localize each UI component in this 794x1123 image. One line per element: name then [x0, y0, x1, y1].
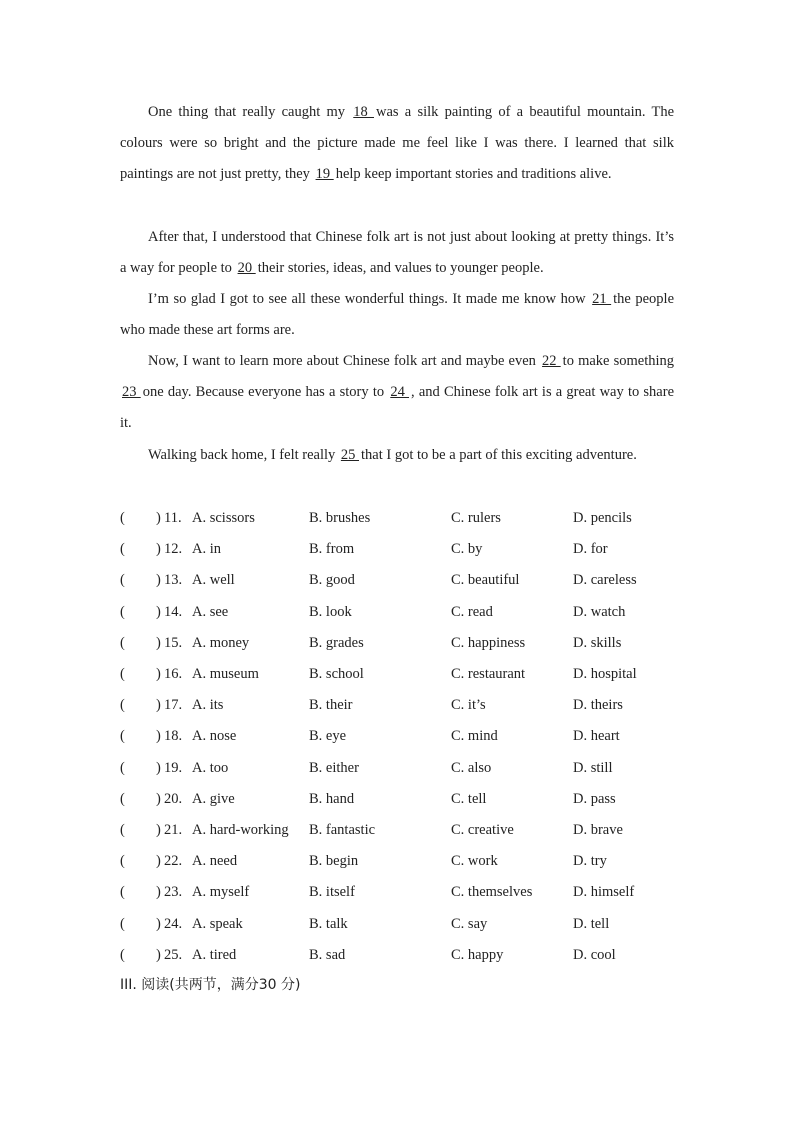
text: was a silk painting of a beautiful mountain. The colours were so bright and the picture made me feel like I was there. I learned that silk paintings are not just pretty, they	[120, 104, 675, 183]
text: Walking back home, I felt really	[148, 447, 339, 463]
text: After that, I understood that Chinese folk art is not just about looking at pretty things. It’s a way for people to	[120, 229, 674, 277]
question-number: 13.	[164, 572, 183, 589]
option-b: B. school	[309, 666, 364, 682]
answer-paren-open[interactable]: (	[120, 853, 125, 870]
option-a: A. in	[192, 541, 221, 558]
option-a: A. give	[192, 790, 235, 807]
option-b: B. brushes	[309, 510, 371, 526]
question-number: 11.	[164, 510, 182, 526]
option-d: D. theirs	[573, 697, 623, 714]
answer-paren-close[interactable]: )	[156, 884, 161, 901]
question-row	[120, 721, 720, 752]
question-row	[120, 565, 720, 596]
option-c: C. happy	[451, 946, 504, 963]
answer-paren-close[interactable]: )	[156, 822, 161, 838]
option-a: A. its	[192, 697, 224, 714]
text: , and Chinese folk art is a great way to share it.	[120, 384, 675, 432]
option-c: C. mind	[451, 728, 498, 745]
option-b: B. their	[309, 697, 353, 714]
text: the people who made these art forms are.	[120, 291, 675, 339]
answer-paren-close[interactable]: )	[156, 697, 161, 714]
option-c: C. also	[451, 759, 492, 776]
blank-21: 21	[592, 291, 612, 307]
answer-paren-close[interactable]: )	[156, 634, 161, 651]
option-b: B. itself	[309, 884, 355, 901]
text: that I got to be a part of this exciting adventure.	[361, 447, 637, 463]
option-b: B. hand	[309, 790, 355, 807]
answer-paren-open[interactable]: (	[120, 634, 125, 651]
option-d: D. skills	[573, 634, 622, 651]
question-number: 24.	[164, 915, 183, 932]
answer-paren-open[interactable]: (	[120, 790, 125, 807]
option-b: B. sad	[309, 946, 346, 963]
question-row	[120, 628, 720, 659]
section-heading: III. 阅读(共两节，满分30 分)	[120, 977, 301, 993]
question-row	[120, 597, 720, 628]
option-c: C. read	[451, 603, 493, 620]
option-c: C. it’s	[451, 697, 486, 714]
question-number: 22.	[164, 853, 183, 870]
question-row	[120, 690, 720, 721]
option-c: C. by	[451, 541, 483, 558]
answer-paren-open[interactable]: (	[120, 884, 125, 901]
option-d: D. pencils	[573, 510, 632, 526]
question-number: 12.	[164, 541, 183, 558]
text: help keep important stories and traditions alive.	[335, 166, 612, 183]
option-c: C. themselves	[451, 884, 533, 901]
answer-paren-close[interactable]: )	[156, 541, 161, 558]
option-d: D. try	[573, 853, 607, 870]
option-c: C. rulers	[451, 510, 501, 526]
answer-paren-open[interactable]: (	[120, 822, 125, 838]
option-a: A. myself	[192, 884, 250, 901]
option-b: B. grades	[309, 634, 364, 651]
answer-paren-open[interactable]: (	[120, 666, 125, 682]
answer-paren-close[interactable]: )	[156, 603, 161, 620]
question-row	[120, 815, 720, 846]
answer-paren-close[interactable]: )	[156, 759, 161, 776]
blank-23: 23	[122, 384, 141, 401]
option-b: B. talk	[309, 915, 348, 932]
question-row	[120, 940, 720, 971]
option-c: C. work	[451, 853, 498, 870]
text: Now, I want to learn more about Chinese folk art and maybe even	[148, 353, 541, 369]
text: to make something	[562, 353, 675, 369]
option-a: A. well	[192, 572, 235, 589]
question-number: 16.	[164, 666, 183, 682]
blank-20: 20	[237, 260, 256, 277]
option-a: A. money	[192, 634, 250, 651]
option-a: A. scissors	[192, 510, 255, 526]
option-c: C. beautiful	[451, 572, 520, 589]
answer-paren-close[interactable]: )	[156, 790, 161, 807]
passage-paragraph-4	[120, 346, 674, 440]
option-c: C. happiness	[451, 634, 526, 651]
question-row	[120, 784, 720, 815]
option-a: A. hard-working	[192, 822, 289, 838]
blank-24: 24	[390, 384, 410, 401]
question-row	[120, 909, 720, 940]
text: One thing that really caught my	[148, 104, 352, 120]
answer-paren-open[interactable]: (	[120, 946, 125, 963]
answer-paren-open[interactable]: (	[120, 541, 125, 558]
answer-paren-close[interactable]: )	[156, 853, 161, 870]
passage-paragraph-3	[120, 284, 674, 346]
option-a: A. museum	[192, 666, 259, 682]
text: their stories, ideas, and values to younger people.	[257, 260, 544, 277]
option-c: C. restaurant	[451, 666, 526, 682]
answer-paren-open[interactable]: (	[120, 728, 125, 745]
option-d: D. pass	[573, 790, 616, 807]
option-b: B. good	[309, 572, 355, 589]
blank-18: 18	[353, 104, 374, 120]
answer-paren-open[interactable]: (	[120, 603, 125, 620]
option-a: A. need	[192, 853, 238, 870]
passage-paragraph-5	[120, 440, 674, 471]
question-number: 25.	[164, 946, 183, 963]
answer-paren-close[interactable]: )	[156, 572, 161, 589]
option-a: A. tired	[192, 946, 237, 963]
option-d: D. himself	[573, 884, 635, 901]
option-a: A. nose	[192, 728, 237, 745]
text: one day. Because everyone has a story to	[142, 384, 389, 401]
question-row	[120, 534, 720, 565]
answer-paren-open[interactable]: (	[120, 697, 125, 714]
question-number: 18.	[164, 728, 183, 745]
question-row	[120, 846, 720, 877]
answer-paren-close[interactable]: )	[156, 915, 161, 932]
question-number: 21.	[164, 822, 183, 838]
answer-paren-open[interactable]: (	[120, 759, 125, 776]
question-number: 15.	[164, 634, 183, 651]
option-b: B. fantastic	[309, 822, 376, 838]
option-b: B. either	[309, 759, 359, 776]
option-a: A. too	[192, 759, 229, 776]
blank-25: 25	[340, 447, 360, 463]
passage-paragraph-2	[120, 222, 674, 284]
question-number: 20.	[164, 790, 183, 807]
answer-paren-open[interactable]: (	[120, 572, 125, 589]
question-number: 19.	[164, 759, 183, 776]
option-a: A. see	[192, 603, 229, 620]
option-c: C. say	[451, 915, 488, 932]
option-c: C. creative	[451, 822, 514, 838]
question-number: 14.	[164, 603, 183, 620]
option-d: D. tell	[573, 915, 610, 932]
option-d: D. still	[573, 759, 613, 776]
question-number: 17.	[164, 697, 183, 714]
option-d: D. cool	[573, 946, 616, 963]
option-b: B. begin	[309, 853, 359, 870]
blank-22: 22	[542, 353, 561, 369]
answer-paren-close[interactable]: )	[156, 946, 161, 963]
option-c: C. tell	[451, 790, 487, 807]
option-d: D. watch	[573, 603, 626, 620]
option-d: D. for	[573, 541, 608, 558]
answer-paren-close[interactable]: )	[156, 666, 161, 682]
answer-paren-close[interactable]: )	[156, 510, 161, 526]
option-d: D. brave	[573, 822, 623, 838]
option-d: D. hospital	[573, 666, 637, 682]
text: I’m so glad I got to see all these wonderful things. It made me know how	[148, 291, 591, 307]
answer-paren-close[interactable]: )	[156, 728, 161, 745]
option-b: B. eye	[309, 728, 347, 745]
question-row	[120, 503, 720, 534]
question-row	[120, 753, 720, 784]
question-row	[120, 877, 720, 908]
option-d: D. careless	[573, 572, 637, 589]
option-b: B. look	[309, 603, 352, 620]
answer-paren-open[interactable]: (	[120, 510, 125, 526]
blank-19: 19	[315, 166, 334, 183]
passage-paragraph-1	[120, 97, 674, 191]
option-b: B. from	[309, 541, 355, 558]
option-a: A. speak	[192, 915, 243, 932]
question-row	[120, 659, 720, 690]
answer-paren-open[interactable]: (	[120, 915, 125, 932]
question-number: 23.	[164, 884, 183, 901]
option-d: D. heart	[573, 728, 620, 745]
